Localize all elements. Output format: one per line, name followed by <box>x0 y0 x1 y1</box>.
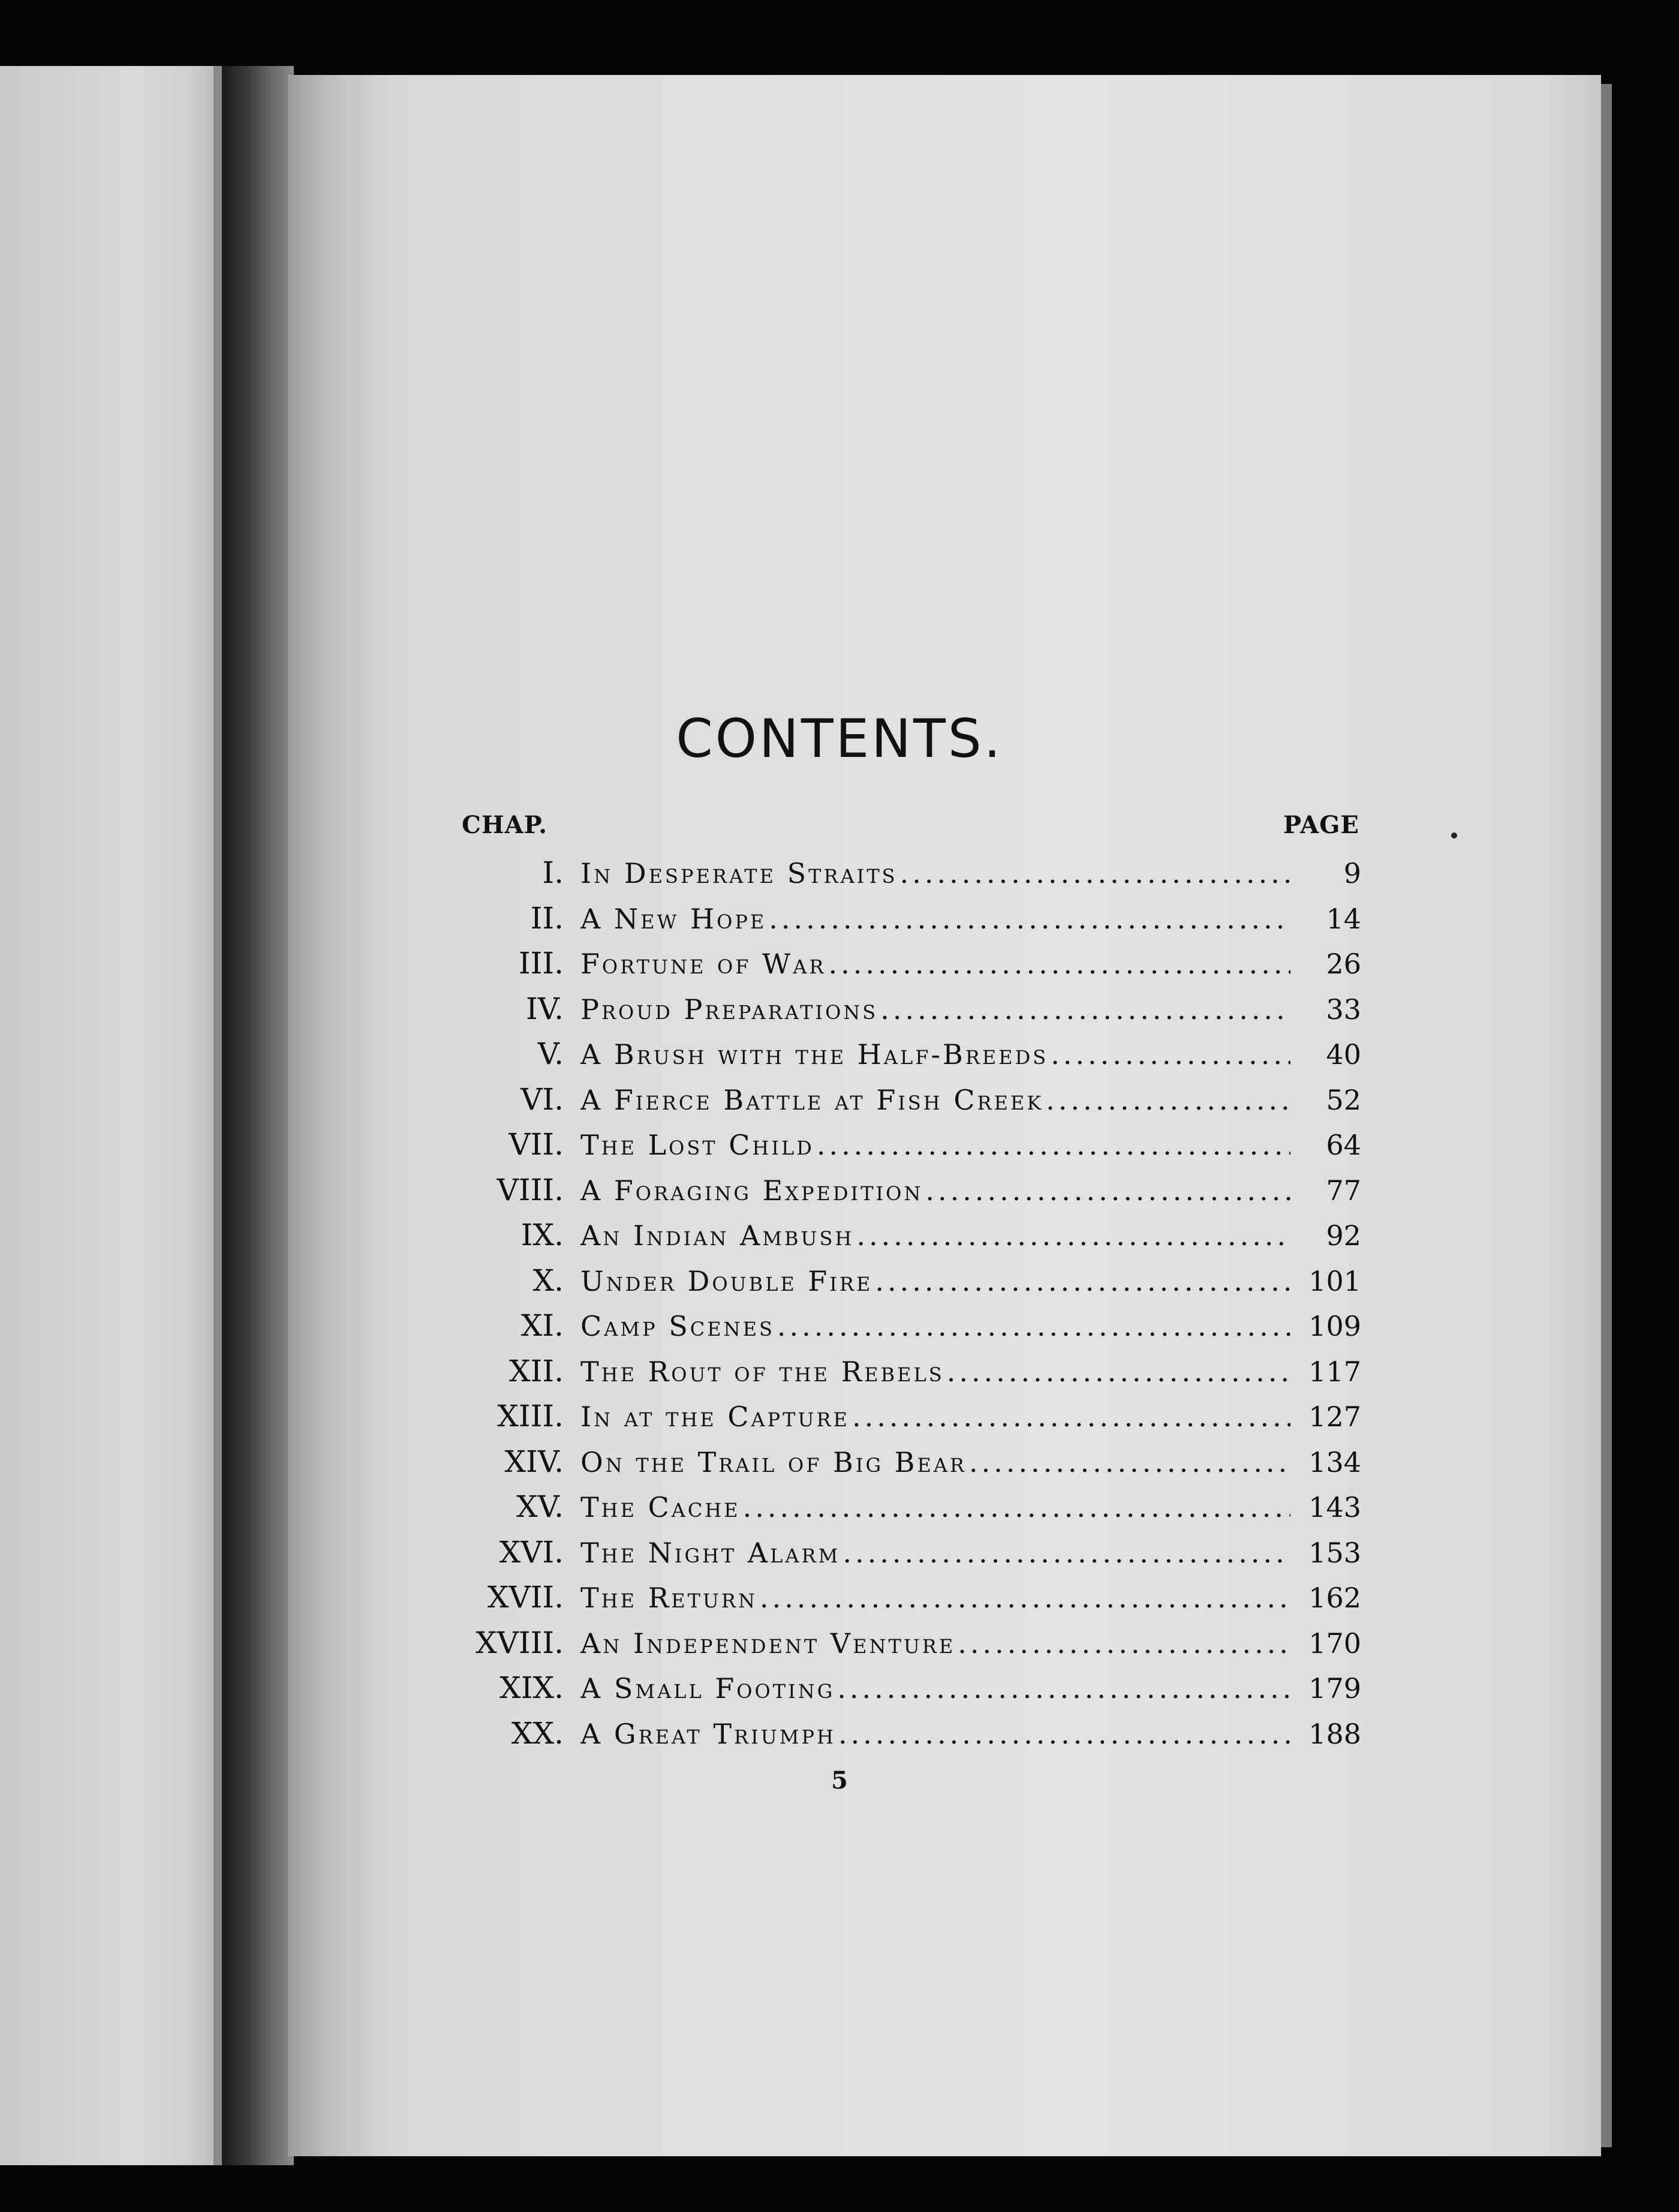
chapter-page: 109 <box>1308 1310 1361 1342</box>
dot-leader <box>969 1446 1290 1478</box>
chapter-title-line <box>580 903 1295 935</box>
chapter-title: The Lost Child <box>580 1129 814 1161</box>
chapter-title: Fortune of War <box>580 948 826 980</box>
chapter-title: Proud Preparations <box>580 993 878 1026</box>
chapter-title-line <box>580 1219 1295 1252</box>
toc-entry <box>444 1489 1361 1535</box>
toc-entry <box>444 1218 1361 1263</box>
dot-leader <box>852 1400 1290 1433</box>
chapter-page: 188 <box>1308 1717 1361 1750</box>
chapter-title-line <box>580 1582 1295 1614</box>
chapter-page: 92 <box>1326 1219 1361 1252</box>
chapter-title: Under Double Fire <box>580 1264 873 1297</box>
chapter-number: XIX. <box>500 1670 564 1705</box>
toc-entry <box>444 1580 1361 1625</box>
dot-leader <box>777 1310 1290 1342</box>
chapter-number: XVII. <box>487 1580 564 1615</box>
chapter-title: In at the Capture <box>580 1400 850 1433</box>
chapter-number: IX. <box>520 1218 564 1252</box>
chapter-title-line <box>580 1446 1295 1478</box>
chapter-page: 127 <box>1308 1400 1361 1433</box>
scan-speck <box>1451 832 1457 838</box>
toc-entry <box>444 946 1361 991</box>
chapter-number: VIII. <box>497 1172 564 1207</box>
chap-column-header: CHAP. <box>462 811 548 839</box>
chapter-title: The Cache <box>580 1491 741 1523</box>
chapter-title-line <box>580 1084 1295 1116</box>
toc-entry <box>444 1444 1361 1490</box>
chapter-number: XVI. <box>499 1534 564 1570</box>
facing-page-edge <box>213 66 222 2165</box>
chapter-page: 52 <box>1326 1083 1361 1116</box>
toc-entry <box>444 1354 1361 1399</box>
chapter-page: 14 <box>1326 902 1361 935</box>
chapter-page: 101 <box>1308 1264 1361 1297</box>
chapter-title: On the Trail of Big Bear <box>580 1445 967 1478</box>
chapter-number: XI. <box>520 1308 564 1343</box>
chapter-title-line <box>580 857 1295 889</box>
chapter-number: XX. <box>511 1715 564 1751</box>
chapter-title-line <box>580 1265 1295 1297</box>
toc-entry <box>444 855 1361 901</box>
toc-entry <box>444 991 1361 1037</box>
binding-gutter <box>222 66 294 2165</box>
chapter-title-line <box>580 1356 1295 1388</box>
chapter-title-line <box>580 1491 1295 1523</box>
toc-entry <box>444 1716 1361 1762</box>
chapter-title: A New Hope <box>580 902 767 935</box>
chapter-title-line <box>580 1627 1295 1660</box>
dot-leader <box>880 993 1290 1026</box>
chapter-title-line <box>580 1174 1295 1207</box>
chapter-page: 162 <box>1308 1582 1361 1614</box>
toc-entry <box>444 1670 1361 1716</box>
dot-leader <box>925 1174 1290 1207</box>
dot-leader <box>900 857 1290 889</box>
chapter-page: 33 <box>1326 993 1361 1026</box>
toc-entry <box>444 901 1361 946</box>
chapter-title: An Indian Ambush <box>580 1219 854 1252</box>
chapter-number: XVIII. <box>476 1625 564 1660</box>
chapter-title: A Great Triumph <box>580 1717 836 1750</box>
page-edge <box>1601 84 1612 2147</box>
toc-entry <box>444 1127 1361 1173</box>
dot-leader <box>875 1265 1290 1297</box>
page-column-header: PAGE <box>1283 811 1359 839</box>
dot-leader <box>842 1537 1290 1569</box>
chapter-number: XV. <box>516 1489 564 1524</box>
chapter-title: In Desperate Straits <box>580 857 898 889</box>
chapter-title: An Independent Venture <box>580 1627 956 1660</box>
page-number: 5 <box>831 1766 848 1795</box>
chapter-title-line <box>580 1400 1295 1433</box>
dot-leader <box>769 903 1290 935</box>
chapter-title: A Fierce Battle at Fish Creek <box>580 1083 1044 1116</box>
chapter-title: Camp Scenes <box>580 1310 775 1342</box>
chapter-page: 134 <box>1308 1445 1361 1478</box>
chapter-page: 143 <box>1308 1491 1361 1523</box>
toc-entry <box>444 1308 1361 1354</box>
dot-leader <box>856 1219 1290 1252</box>
dot-leader <box>1046 1084 1290 1116</box>
chapter-number: XIII. <box>497 1399 564 1433</box>
chapter-title: A Small Footing <box>580 1672 835 1705</box>
chapter-number: IV. <box>525 991 564 1026</box>
chapter-title-line <box>580 993 1295 1026</box>
chapter-number: XIV. <box>504 1444 564 1479</box>
chapter-page: 9 <box>1343 857 1361 889</box>
chapter-title: The Return <box>580 1582 757 1614</box>
toc-entry <box>444 1263 1361 1309</box>
dot-leader <box>829 948 1290 980</box>
chapter-page: 153 <box>1308 1536 1361 1569</box>
chapter-number: VII. <box>508 1127 564 1162</box>
chapter-title-line <box>580 1718 1295 1750</box>
chapter-title-line <box>580 1129 1295 1161</box>
toc-entry <box>444 1082 1361 1128</box>
dot-leader <box>743 1491 1290 1523</box>
chapter-title-line <box>580 1038 1295 1071</box>
chapter-title: A Foraging Expedition <box>580 1174 923 1207</box>
dot-leader <box>1051 1038 1290 1071</box>
dot-leader <box>817 1129 1290 1161</box>
dot-leader <box>760 1582 1290 1614</box>
dot-leader <box>837 1672 1290 1705</box>
chapter-page: 117 <box>1308 1355 1361 1388</box>
toc-entry <box>444 1173 1361 1218</box>
chapter-page: 77 <box>1326 1174 1361 1207</box>
toc-entry <box>444 1535 1361 1580</box>
chapter-number: I. <box>542 855 564 890</box>
chapter-number: XII. <box>509 1353 564 1388</box>
toc-entry <box>444 1625 1361 1671</box>
chapter-page: 64 <box>1326 1129 1361 1161</box>
facing-page <box>0 66 222 2165</box>
chapter-title-line <box>580 948 1295 980</box>
chapter-title: The Rout of the Rebels <box>580 1355 944 1388</box>
chapter-page: 26 <box>1326 948 1361 980</box>
chapter-number: V. <box>537 1036 564 1071</box>
chapter-title: The Night Alarm <box>580 1536 841 1569</box>
chapter-title: A Brush with the Half-Breeds <box>580 1038 1049 1071</box>
chapter-title-line <box>580 1310 1295 1342</box>
chapter-page: 179 <box>1308 1672 1361 1705</box>
toc-entry <box>444 1036 1361 1082</box>
dot-leader <box>958 1627 1290 1660</box>
dot-leader <box>947 1356 1290 1388</box>
chapter-title-line <box>580 1537 1295 1569</box>
page-title: CONTENTS. <box>676 708 1003 770</box>
chapter-number: III. <box>518 946 564 981</box>
chapter-title-line <box>580 1672 1295 1705</box>
chapter-page: 170 <box>1308 1627 1361 1660</box>
chapter-number: X. <box>532 1263 564 1298</box>
toc-entry <box>444 1399 1361 1444</box>
chapter-number: II. <box>530 900 564 936</box>
dot-leader <box>838 1718 1290 1750</box>
table-of-contents <box>444 855 1361 1761</box>
chapter-number: VI. <box>520 1081 564 1117</box>
chapter-page: 40 <box>1326 1038 1361 1071</box>
